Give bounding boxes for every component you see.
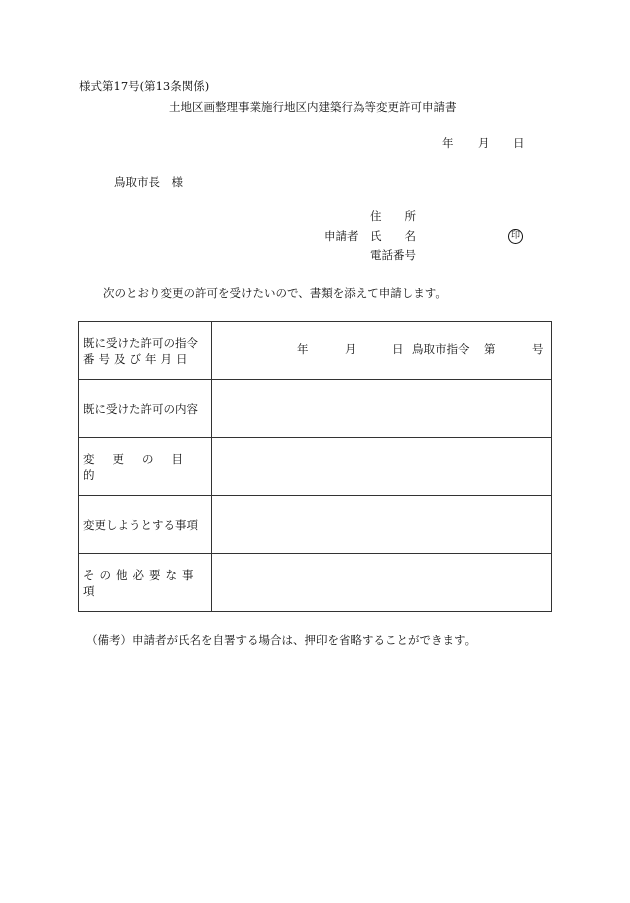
row-label-change-purpose: 変更の目的 [79,438,212,496]
addressee: 鳥取市長 様 [114,175,183,189]
label-line-2: 番号及び年月日 [83,351,192,366]
applicant-label: 申請者 [324,229,359,243]
applicant-phone-label: 電話番号 [370,248,416,262]
table-row [79,554,552,612]
permit-go-label: 号 [532,342,544,356]
form-number: 様式第17号(第13条関係) [79,79,210,93]
intro-text: 次のとおり変更の許可を受けたいので、書類を添えて申請します。 [103,286,447,300]
permit-authority: 鳥取市指令 [412,342,470,356]
row-value-other-items[interactable] [212,554,552,612]
row-value-change-purpose[interactable] [212,438,552,496]
permit-dai-label: 第 [484,342,496,356]
permit-year-label: 年 [297,342,309,356]
row-label-permit-content: 既に受けた許可の内容 [79,380,212,438]
table-row [79,380,552,438]
permit-month-label: 月 [345,342,357,356]
table-row [79,322,552,380]
row-label-permit-number [79,322,212,380]
table-row [79,496,552,554]
row-label-change-items: 変更しようとする事項 [79,496,212,554]
permit-day-label: 日 [392,342,404,356]
row-value-permit-number[interactable] [212,322,552,380]
row-value-change-items[interactable] [212,496,552,554]
date-month-label: 月 [478,136,490,150]
application-table [78,321,552,612]
table-row [79,438,552,496]
date-day-label: 日 [513,136,525,150]
remark-note: （備考）申請者が氏名を自署する場合は、押印を省略することができます。 [86,633,477,647]
row-value-permit-content[interactable] [212,380,552,438]
document-title: 土地区画整理事業施行地区内建築行為等変更許可申請書 [169,100,457,114]
date-year-label: 年 [442,136,454,150]
label-line-1: 既に受けた許可の指令 [83,335,198,350]
row-label-other-items: その他必要な事項 [79,554,212,612]
applicant-name-label: 氏 名 [370,229,416,243]
applicant-address-label: 住 所 [370,209,416,223]
seal-mark: 印 [508,229,523,244]
